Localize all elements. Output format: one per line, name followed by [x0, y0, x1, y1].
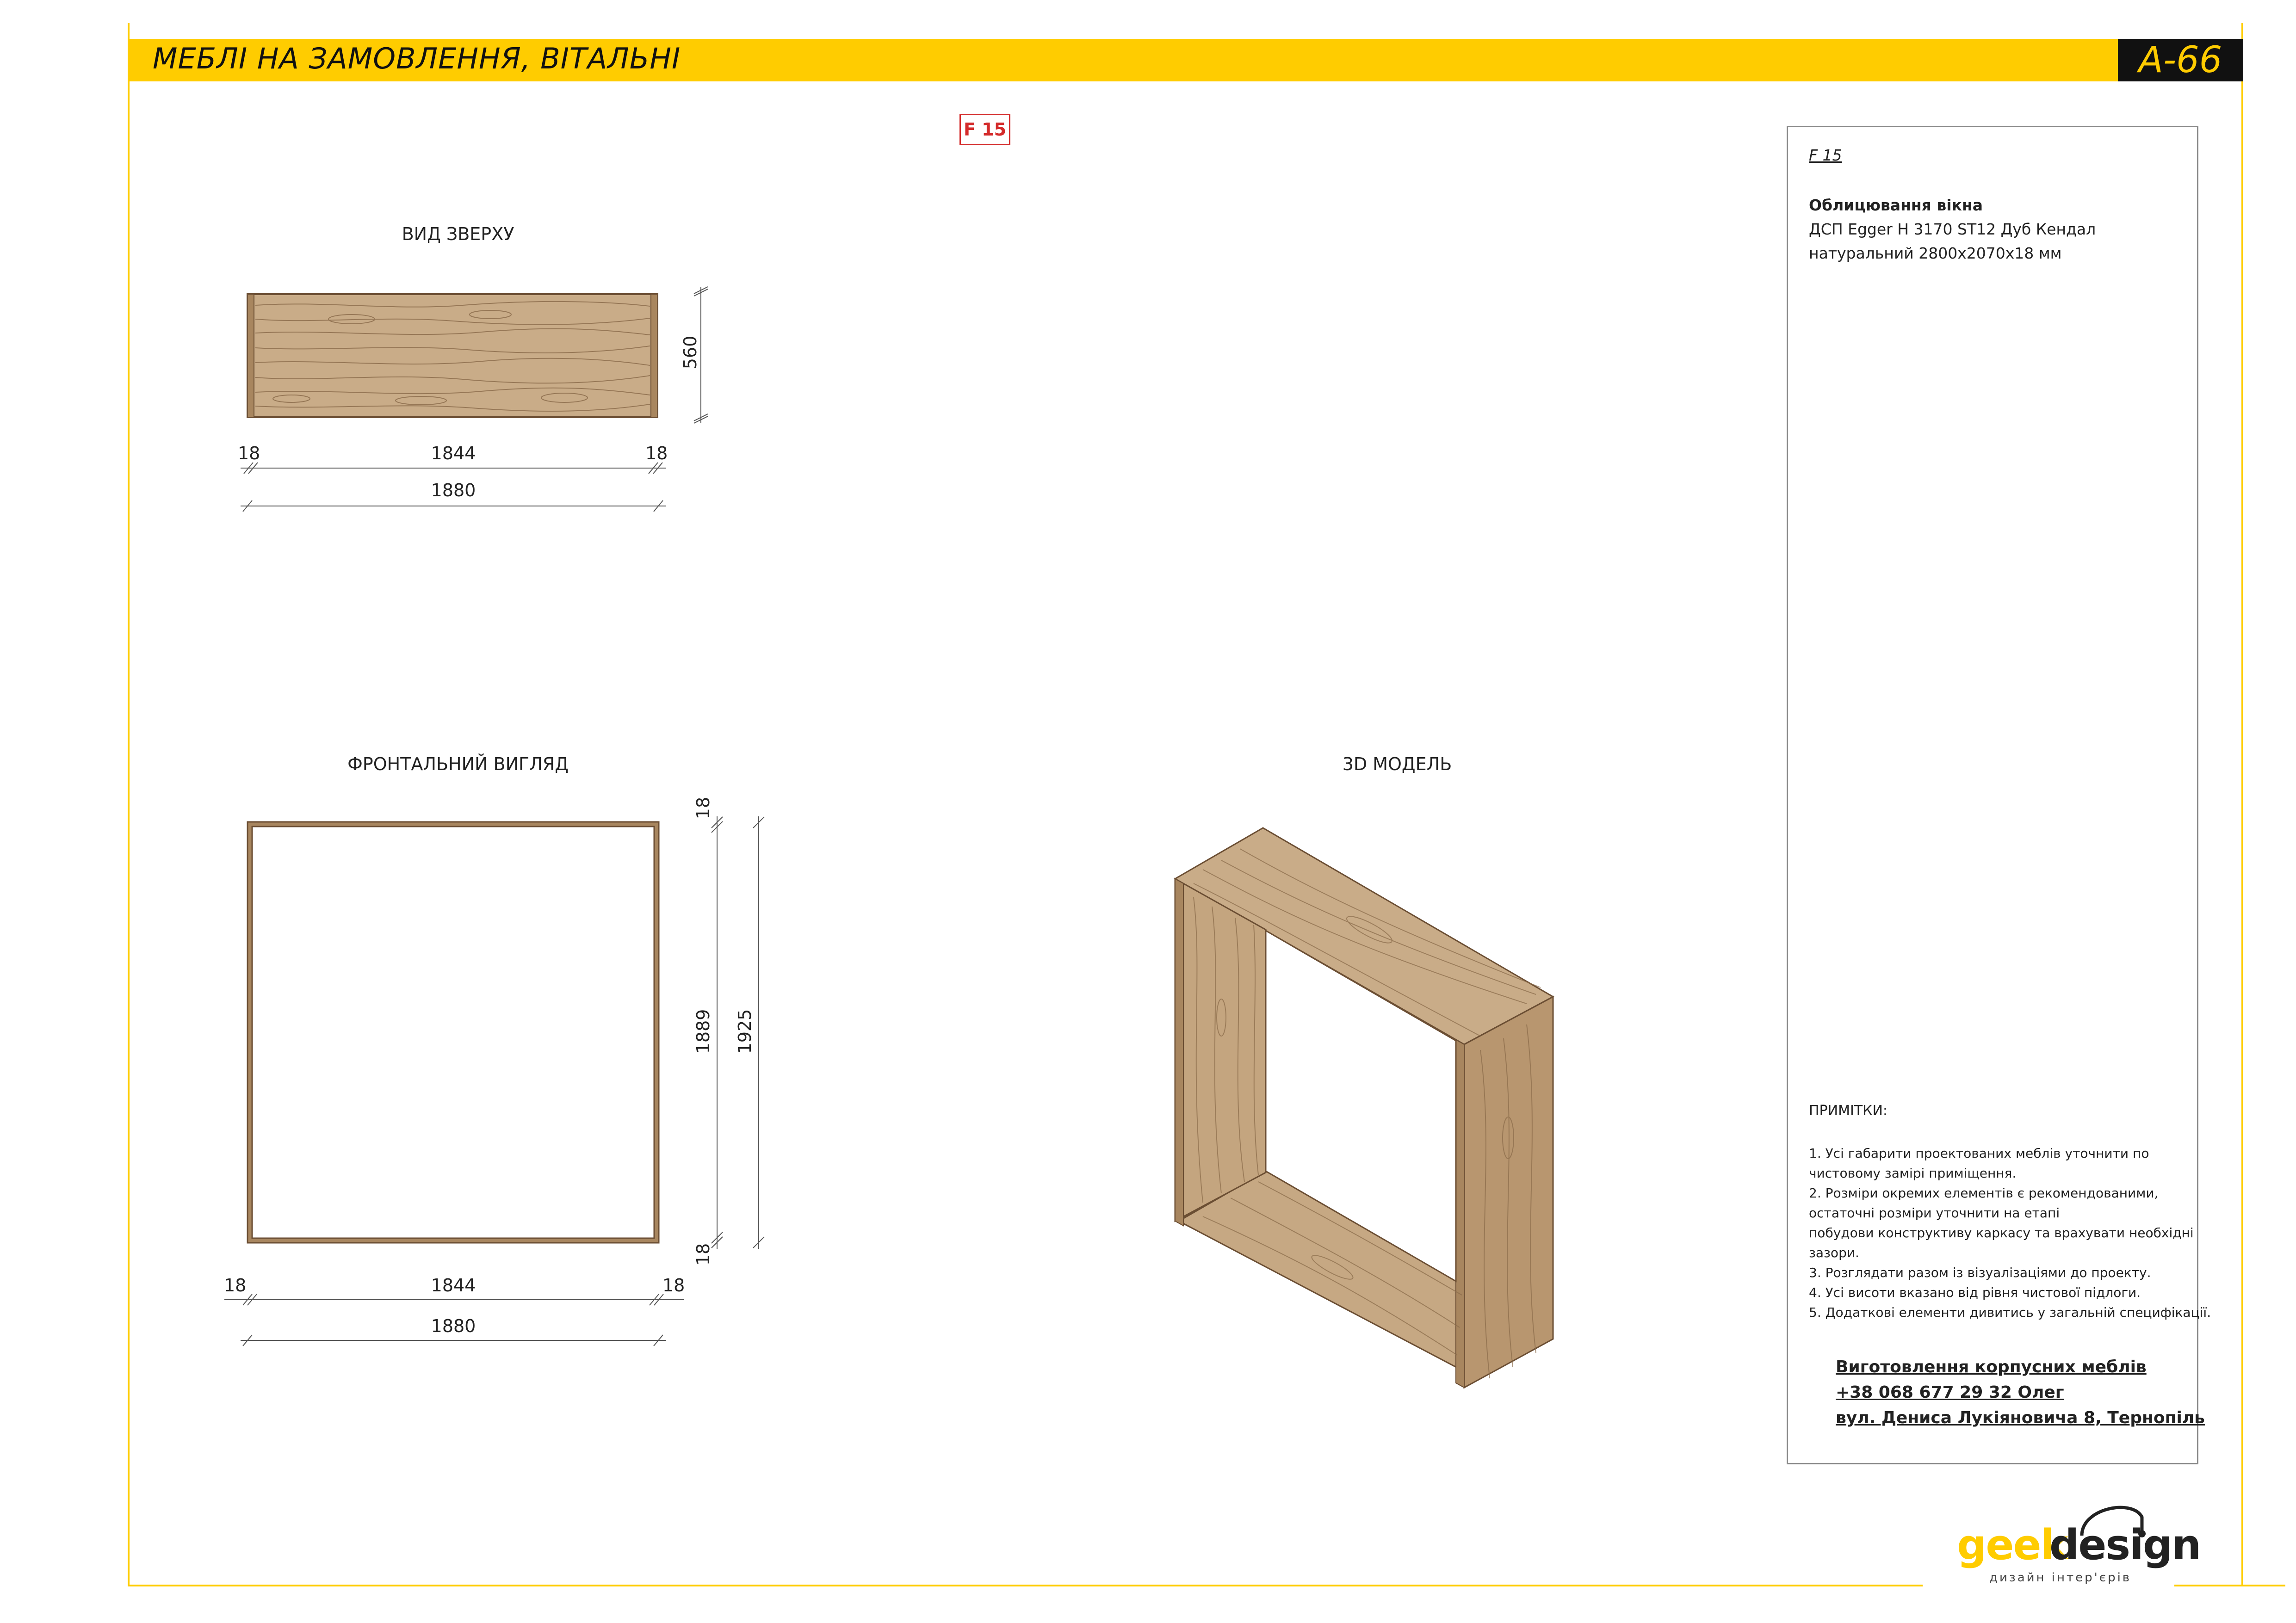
logo-geek: geek	[1957, 1521, 2067, 1569]
contact-line1[interactable]: Виготовлення корпусних меблів	[1836, 1358, 2147, 1376]
element-tag: F 15	[959, 114, 1010, 145]
note-line: 1. Усі габарити проектованих меблів уточнити по	[1809, 1146, 2149, 1161]
info-material-line1: ДСП Egger H 3170 ST12 Дуб Кендал	[1809, 220, 2096, 238]
frame-bottom-line	[128, 1585, 1923, 1586]
page-title: МЕБЛІ НА ЗАМОВЛЕННЯ, ВІТАЛЬНІ	[153, 42, 681, 75]
note-line: 5. Додаткові елементи дивитись у загальній специфікації.	[1809, 1305, 2211, 1320]
top-view-panel	[248, 294, 657, 417]
front-view-title: ФРОНТАЛЬНИЙ ВИГЛЯД	[347, 754, 569, 774]
top-view-right-edge	[651, 294, 657, 417]
model-left-edge-strip	[1175, 879, 1183, 1226]
model-view-title: 3D МОДЕЛЬ	[1342, 754, 1452, 774]
top-inner-width-dim: 1844	[431, 443, 476, 463]
front-inner-width-dim: 1844	[431, 1275, 476, 1296]
front-total-width-dim: 1880	[431, 1316, 476, 1336]
info-material-line2: натуральний 2800x2070x18 мм	[1809, 244, 2062, 262]
top-right-edge-dim: 18	[645, 443, 668, 463]
note-line: 2. Розміри окремих елементів є рекомендованими,	[1809, 1185, 2159, 1201]
top-depth-dim: 560	[680, 335, 700, 370]
top-total-width-dim: 1880	[431, 480, 476, 500]
front-bottom-edge-dim: 18	[693, 1243, 713, 1266]
note-line: зазори.	[1809, 1245, 1859, 1260]
front-view-drawing	[213, 786, 786, 1369]
note-line: чистовому замірі приміщення.	[1809, 1166, 2017, 1181]
front-left-edge-dim: 18	[224, 1275, 247, 1296]
sheet-code: A-66	[2138, 39, 2222, 81]
front-inner-height-dim: 1889	[693, 1009, 713, 1054]
frame-bottom-right-line	[2174, 1585, 2285, 1586]
contact-phone[interactable]: +38 068 677 29 32 Олег	[1836, 1383, 2064, 1402]
model-left-panel	[1175, 879, 1266, 1221]
contact-address[interactable]: вул. Дениса Лукіяновича 8, Тернопіль	[1836, 1408, 2205, 1427]
note-line: побудови конструктиву каркасу та врахувати необхідні	[1809, 1225, 2194, 1240]
top-view-left-edge	[248, 294, 254, 417]
logo-design: design	[2049, 1521, 2201, 1569]
note-line: 3. Розглядати разом із візуалізаціями до проекту.	[1809, 1265, 2151, 1280]
front-right-edge-dim: 18	[662, 1275, 685, 1296]
front-top-edge-dim: 18	[693, 796, 713, 820]
frame-right-line	[2241, 23, 2243, 1586]
logo-tagline: дизайн інтер'єрів	[1989, 1571, 2132, 1585]
model-right-edge-strip	[1456, 1040, 1464, 1388]
note-line: 4. Усі висоти вказано від рівня чистової підлоги.	[1809, 1285, 2141, 1300]
notes-title: ПРИМІТКИ:	[1809, 1103, 1888, 1119]
front-frame-opening	[252, 827, 654, 1238]
note-line: остаточні розміри уточнити на етапі	[1809, 1205, 2060, 1221]
top-left-edge-dim: 18	[238, 443, 260, 463]
top-view-title: ВИД ЗВЕРХУ	[402, 224, 514, 244]
front-total-height-dim: 1925	[735, 1009, 755, 1054]
info-item-title: Облицювання вікна	[1809, 196, 1983, 214]
brand-logo	[1957, 1499, 2201, 1585]
info-tag: F 15	[1809, 146, 1842, 164]
model-3d-drawing	[1157, 814, 1591, 1406]
frame-left-line	[128, 23, 130, 1586]
